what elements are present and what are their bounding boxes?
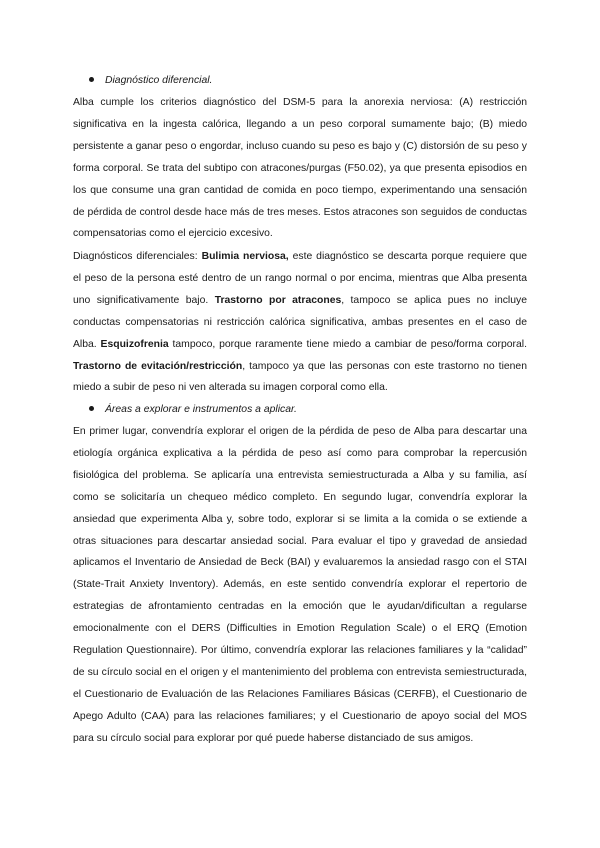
- text-segment: , tampoco ya que las personas con este trastorno no tienen miedo a subir de peso ni ven alterada su imagen corporal como ella.: [73, 360, 527, 394]
- term-bulimia: Bulimia nerviosa,: [201, 251, 289, 262]
- bullet-areas-explorar: [89, 403, 297, 417]
- paragraph-criterios: Alba cumple los criterios diagnóstico del DSM-5 para la anorexia nerviosa: (A) restricción significativa en la ingesta calórica, llegando a un peso corporal sumamente bajo; (B) miedo persistente a ganar peso o engordar, incluso cuando su peso es bajo y (C) distorsión de su peso y forma corporal. Se trata del subtipo con atracones/purgas (F50.02), ya que presenta episodios en los que consume una gran cantidad de comida en poco tiempo, experimentando una sensación de pérdida de control desde hace más de tres meses. Estos atracones son seguidos de conductas compensatorias como el ejercicio excesivo.: [73, 97, 527, 240]
- term-esquizofrenia: Esquizofrenia: [100, 338, 169, 350]
- bullet-dot-icon: [89, 406, 94, 411]
- text-segment: este diagnóstico se descarta porque requiere que el peso de la persona esté dentro de un rango normal o por encima, mientras que Alba presenta uno significativamente bajo.: [73, 251, 528, 306]
- text-segment: Diagnósticos diferenciales:: [73, 251, 202, 262]
- bullet-diagnostico-diferencial: [89, 74, 212, 88]
- bullet-dot-icon: [89, 77, 94, 82]
- text-segment: , tampoco se aplica pues no incluye conductas compensatorias ni restricción calórica significativa, ambas presentes en el caso de Alba.: [73, 294, 527, 350]
- text-segment: tampoco, porque raramente tiene miedo a cambiar de peso/forma corporal.: [168, 338, 527, 350]
- paragraph-diagnosticos-diferenciales: [73, 246, 527, 399]
- section-heading: Áreas a explorar e instrumentos a aplicar.: [105, 404, 297, 415]
- paragraph-areas: En primer lugar, convendría explorar el origen de la pérdida de peso de Alba para descartar una etiología orgánica explicativa a la pérdida de peso así como para comprobar la repercusión fisiológica del problema. Se aplicaría una entrevista semiestructurada a Alba y su familia, así como se solicitaría un chequeo médico completo. En segundo lugar, convendría explorar la ansiedad que experimenta Alba y, sobre todo, explorar si se limita a la comida o se extiende a otras situaciones para descartar ansiedad social. Para evaluar el tipo y gravedad de ansiedad aplicamos el Inventario de Ansiedad de Beck (BAI) y evaluaremos la ansiedad rasgo con el STAI (State-Trait Anxiety Inventory). Además, en este sentido convendría explorar el repertorio de estrategias de afrontamiento centradas en la emoción que le ayudan/dificultan a regularse emocionalmente con el DERS (Difficulties in Emotion Regulation Scale) o el ERQ (Emotion Regulation Questionnaire). Por último, convendría explorar las relaciones familiares y la “calidad” de su círculo social en el origen y el mantenimiento del problema con entrevista semiestructurada, el Cuestionario de Evaluación de las Relaciones Familiares Básicas (CERFB), el Cuestionario de Apego Adulto (CAA) para las relaciones familiares; y el Cuestionario de apoyo social del MOS para su círculo social para explorar por qué puede haberse distanciado de sus amigos.: [73, 426, 527, 744]
- section-heading: Diagnóstico diferencial.: [105, 75, 213, 86]
- term-atracones: Trastorno por atracones: [214, 294, 342, 306]
- term-evitacion: Trastorno de evitación/restricción: [73, 360, 243, 372]
